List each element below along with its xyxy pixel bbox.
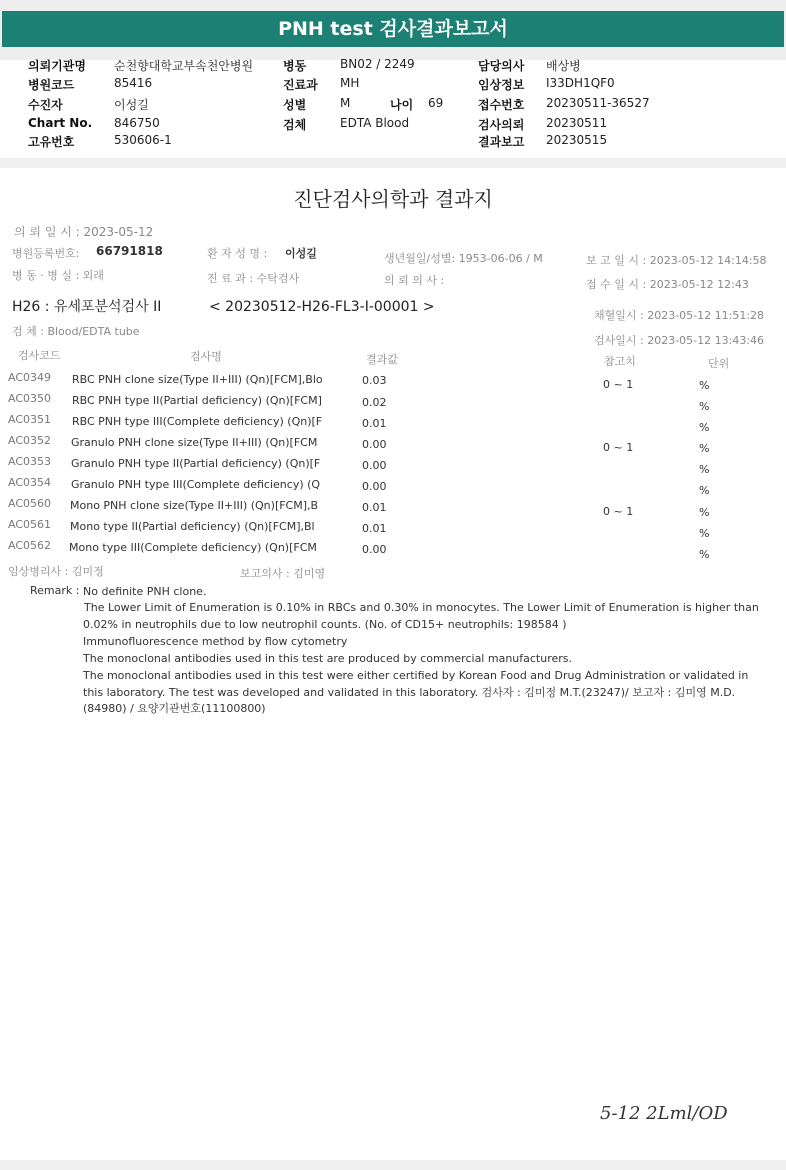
row-code: AC0352: [8, 434, 52, 447]
receipt-no-label: 접수번호: [478, 98, 525, 112]
request-datetime: 의 뢰 일 시 : 2023-05-12: [14, 225, 154, 239]
footer-bar: [0, 1160, 786, 1170]
test-datetime: 검사일시 : 2023-05-12 13:43:46: [594, 334, 765, 347]
ward-room: 병 동 · 병 실 : 외래: [12, 269, 104, 282]
row-test-name: Mono type II(Partial deficiency) (Qn)[FCM],Bl: [70, 520, 315, 533]
dept-label: 진료과: [283, 78, 318, 92]
row-unit: %: [699, 548, 710, 561]
row-unit: %: [699, 442, 710, 455]
handwritten-note: 5-12 2Lml/OD: [600, 1103, 728, 1124]
row-test-name: RBC PNH type II(Partial deficiency) (Qn)[FCM]: [72, 394, 322, 407]
row-unit: %: [699, 527, 710, 540]
chart-no-value: 846750: [114, 116, 160, 130]
row-code: AC0350: [8, 392, 52, 405]
clinical-info-value: I33DH1QF0: [546, 76, 615, 90]
request-date-label: 검사의뢰: [478, 118, 525, 132]
remark-line: (84980) / 요양기관번호(11100800): [83, 702, 266, 715]
remark-line: this laboratory. The test was developed and validated in this laboratory. 검사자 : 김미정 M.T.(23247)/ 보고자 : 김미영 M.D.: [83, 686, 736, 699]
reporting-doctor: 보고의사 : 김미영: [240, 567, 326, 580]
row-test-name: Mono type III(Complete deficiency) (Qn)[FCM: [69, 541, 317, 554]
row-unit: %: [699, 506, 710, 519]
row-value: 0.01: [362, 417, 387, 430]
row-code: AC0354: [8, 476, 52, 489]
hospital-code-label: 병원코드: [28, 78, 75, 92]
row-value: 0.03: [362, 374, 387, 387]
remark-line: The monoclonal antibodies used in this test are produced by commercial manufacturers.: [83, 652, 573, 665]
sex-value: M: [340, 96, 351, 110]
patient-name-label: 환 자 성 명 :: [207, 247, 268, 260]
age-value: 69: [428, 96, 444, 110]
row-test-name: Mono PNH clone size(Type II+III) (Qn)[FCM],B: [70, 499, 319, 512]
specimen-type: 검 체 : Blood/EDTA tube: [12, 325, 140, 338]
collect-datetime: 채혈일시 : 2023-05-12 11:51:28: [594, 309, 765, 322]
report-date-label: 결과보고: [478, 135, 525, 149]
row-reference: 0 ~ 1: [603, 505, 634, 518]
remark-line: No definite PNH clone.: [83, 585, 207, 598]
row-test-name: Granulo PNH type II(Partial deficiency) (Qn)[F: [71, 457, 321, 470]
unique-no-label: 고유번호: [28, 135, 75, 149]
section-divider: [0, 158, 786, 168]
row-reference: 0 ~ 1: [603, 378, 634, 391]
remark-line: Immunofluorescence method by flow cytometry: [83, 635, 348, 648]
row-test-name: Granulo PNH clone size(Type II+III) (Qn)[FCM: [71, 436, 318, 449]
dept-value: MH: [340, 76, 360, 90]
row-unit: %: [699, 379, 710, 392]
doctor-value: 배상병: [546, 59, 581, 73]
clinical-info-label: 임상정보: [478, 78, 525, 92]
chart-no-label: Chart No.: [28, 116, 93, 130]
row-code: AC0562: [8, 539, 52, 552]
row-test-name: RBC PNH clone size(Type II+III) (Qn)[FCM],Blo: [72, 373, 323, 386]
requesting-doctor: 의 뢰 의 사 :: [384, 274, 445, 287]
col-unit: 단위: [708, 357, 730, 370]
col-code: 검사코드: [18, 349, 61, 362]
remark-line: The Lower Limit of Enumeration is 0.10% in RBCs and 0.30% in monocytes. The Lower Limit of Enumeration is higher than: [84, 601, 759, 614]
row-value: 0.02: [362, 396, 387, 409]
col-test: 검사명: [190, 350, 222, 363]
row-unit: %: [699, 421, 710, 434]
specimen-label: 검체: [283, 118, 307, 132]
row-reference: 0 ~ 1: [603, 441, 634, 454]
row-value: 0.00: [362, 480, 387, 493]
reg-no-label: 병원등록번호:: [12, 247, 80, 260]
unique-no-value: 530606-1: [114, 133, 172, 147]
banner: [0, 0, 786, 60]
ward-value: BN02 / 2249: [340, 57, 415, 71]
col-result: 결과값: [366, 353, 398, 366]
accession-number: < 20230512-H26-FL3-I-00001 >: [209, 299, 435, 315]
row-value: 0.00: [362, 543, 387, 556]
specimen-value: EDTA Blood: [340, 116, 410, 130]
hospital-value: 순천향대학교부속천안병원: [114, 59, 254, 73]
remark-line: 0.02% in neutrophils due to low neutrophil counts. (No. of CD15+ neutrophils: 198584 ): [83, 618, 567, 631]
row-unit: %: [699, 400, 710, 413]
row-value: 0.00: [362, 459, 387, 472]
request-date-value: 20230511: [546, 116, 608, 130]
report-datetime: 보 고 일 시 : 2023-05-12 14:14:58: [586, 254, 767, 267]
row-value: 0.01: [362, 522, 387, 535]
report-title: 진단검사의학과 결과지: [293, 187, 493, 211]
hospital-code-value: 85416: [114, 76, 153, 90]
age-label: 나이: [390, 98, 414, 112]
test-name: H26 : 유세포분석검사 II: [12, 299, 162, 315]
banner-title: PNH test 검사결과보고서: [2, 11, 784, 47]
patient-name-value: 이성길: [285, 247, 317, 260]
sex-label: 성별: [283, 98, 307, 112]
hospital-label: 의뢰기관명: [28, 59, 86, 73]
col-reference: 참고치: [604, 355, 636, 368]
row-code: AC0353: [8, 455, 52, 468]
remark-label: Remark :: [30, 584, 80, 597]
ward-label: 병동: [283, 59, 307, 73]
department: 진 료 과 : 수탁검사: [207, 272, 300, 285]
row-unit: %: [699, 484, 710, 497]
row-code: AC0351: [8, 413, 52, 426]
row-code: AC0561: [8, 518, 52, 531]
patient-label: 수진자: [28, 98, 63, 112]
row-code: AC0349: [8, 371, 52, 384]
birth-sex: 생년월일/성별: 1953-06-06 / M: [384, 252, 543, 265]
remark-line: The monoclonal antibodies used in this test were either certified by Korean Food and Drug Administration or validated in: [83, 669, 749, 682]
row-test-name: Granulo PNH type III(Complete deficiency) (Q: [71, 478, 321, 491]
reg-no-value: 66791818: [96, 244, 163, 258]
row-code: AC0560: [8, 497, 52, 510]
report-date-value: 20230515: [546, 133, 608, 147]
patient-value: 이성길: [114, 98, 149, 112]
row-unit: %: [699, 463, 710, 476]
row-value: 0.00: [362, 438, 387, 451]
row-test-name: RBC PNH type III(Complete deficiency) (Qn)[F: [72, 415, 323, 428]
doctor-label: 담당의사: [478, 59, 525, 73]
receipt-no-value: 20230511-36527: [546, 96, 650, 110]
receive-datetime: 접 수 일 시 : 2023-05-12 12:43: [586, 278, 749, 291]
row-value: 0.01: [362, 501, 387, 514]
clinical-pathologist: 임상병리사 : 김미정: [8, 565, 104, 578]
